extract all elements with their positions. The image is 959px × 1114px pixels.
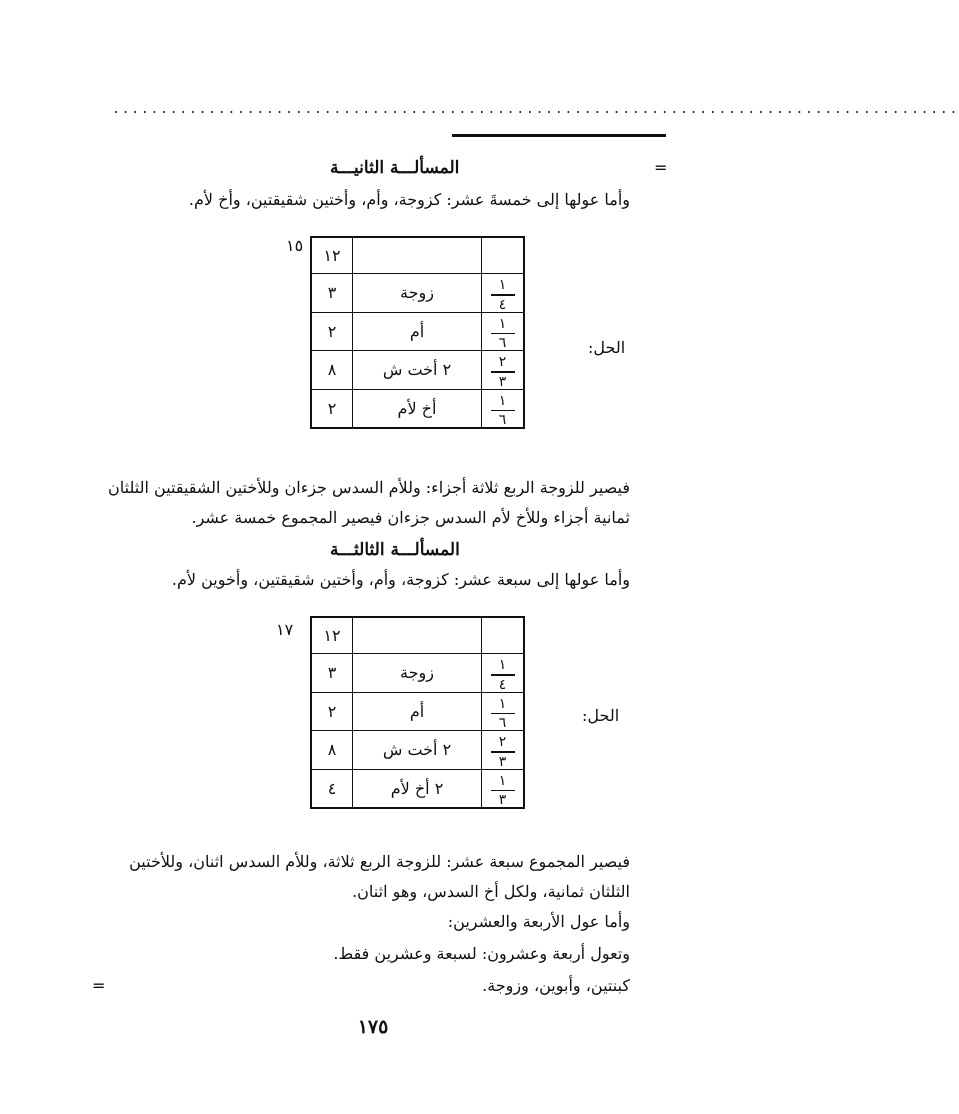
table-header-row <box>311 237 524 274</box>
problem3-intro: وأما عولها إلى سبعة عشر: كزوجة، وأم، وأختين شقيقتين، وأخوين لأم. <box>171 570 630 589</box>
section24-statement: وتعول أربعة وعشرون: لسبعة وعشرين فقط. <box>333 944 630 963</box>
table-row <box>311 351 524 390</box>
fraction-cell <box>482 389 525 428</box>
heir-cell: زوجة <box>353 654 482 693</box>
fraction-numerator: ١ <box>498 277 507 293</box>
page-number: ١٧٥ <box>357 1016 389 1038</box>
fraction-numerator: ٢ <box>498 734 507 750</box>
table-row <box>311 769 524 808</box>
base-cell: ١٢ <box>311 617 353 654</box>
table-row <box>311 692 524 731</box>
fraction-numerator: ١ <box>498 392 507 409</box>
problem3-explanation-line-1: فيصير المجموع سبعة عشر: للزوجة الربع ثلاثة، وللأم السدس اثنان، وللأختين <box>129 852 630 871</box>
fraction-denominator: ٣ <box>498 792 507 808</box>
table-row <box>311 654 524 693</box>
problem2-table <box>310 236 525 429</box>
problem2-total: ١٥ <box>286 236 304 255</box>
fraction-denominator: ٤ <box>498 296 507 313</box>
fraction-denominator: ٣ <box>498 753 507 770</box>
fraction-cell <box>482 692 525 731</box>
problem2-explanation-line-2: ثمانية أجزاء وللأخ لأم السدس جزءان فيصير المجموع خمسة عشر. <box>191 508 630 527</box>
heir-cell: أم <box>353 312 482 351</box>
fraction-numerator: ١ <box>498 315 507 332</box>
header-dotted-rule: ........................................................................................ <box>112 102 959 117</box>
fraction-cell <box>482 274 525 313</box>
share-cell: ٤ <box>311 769 353 808</box>
heir-cell: ٢ أخت ش <box>353 731 482 770</box>
section24-heading: وأما عول الأربعة والعشرين: <box>447 912 630 931</box>
header-solid-rule <box>452 134 666 137</box>
fraction-numerator: ١ <box>498 695 507 712</box>
heir-cell: زوجة <box>353 274 482 313</box>
share-cell: ٢ <box>311 312 353 351</box>
share-cell: ٨ <box>311 351 353 390</box>
share-cell: ٢ <box>311 389 353 428</box>
heir-cell: أخ لأم <box>353 389 482 428</box>
table-row <box>311 731 524 770</box>
share-cell: ٨ <box>311 731 353 770</box>
problem3-solution-label: الحل: <box>582 706 620 725</box>
table-row <box>311 274 524 313</box>
problem3-title: المسألـــة الثالثـــة <box>330 540 460 560</box>
problem2-explanation-line-1: فيصير للزوجة الربع ثلاثة أجزاء: وللأم السدس جزءان وللأختين الشقيقتين الثلثان <box>108 478 630 497</box>
fraction-denominator: ٦ <box>498 715 507 731</box>
fraction-cell <box>482 351 525 390</box>
problem2-solution-label: الحل: <box>588 338 626 357</box>
table-row <box>311 312 524 351</box>
share-cell: ٣ <box>311 274 353 313</box>
problem2-title: المسألـــة الثانيـــة <box>330 158 460 178</box>
fraction-numerator: ١ <box>498 772 507 789</box>
fraction-numerator: ٢ <box>498 354 507 370</box>
heir-cell: ٢ أخت ش <box>353 351 482 390</box>
table-header-row <box>311 617 524 654</box>
problem2-intro: وأما عولها إلى خمسةَ عشر: كزوجة، وأم، وأختين شقيقتين، وأخ لأم. <box>188 190 630 209</box>
fraction-denominator: ٦ <box>498 412 507 428</box>
problem3-explanation-line-2: الثلثان ثمانية، ولكل أخ السدس، وهو اثنان. <box>352 882 630 901</box>
fraction-denominator: ٣ <box>498 373 507 390</box>
fraction-cell <box>482 769 525 808</box>
problem3-total: ١٧ <box>276 620 294 639</box>
margin-mark-bottom: = <box>92 976 106 995</box>
fraction-cell <box>482 731 525 770</box>
share-cell: ٢ <box>311 692 353 731</box>
fraction-numerator: ١ <box>498 657 507 673</box>
heir-cell: ٢ أخ لأم <box>353 769 482 808</box>
fraction-cell <box>482 312 525 351</box>
fraction-denominator: ٤ <box>498 676 507 693</box>
fraction-denominator: ٦ <box>498 335 507 351</box>
table-row <box>311 389 524 428</box>
base-cell: ١٢ <box>311 237 353 274</box>
problem3-table <box>310 616 525 809</box>
heir-cell: أم <box>353 692 482 731</box>
share-cell: ٣ <box>311 654 353 693</box>
margin-mark-top: = <box>654 158 668 177</box>
fraction-cell <box>482 654 525 693</box>
section24-example: كبنتين، وأبوين، وزوجة. <box>482 976 630 995</box>
